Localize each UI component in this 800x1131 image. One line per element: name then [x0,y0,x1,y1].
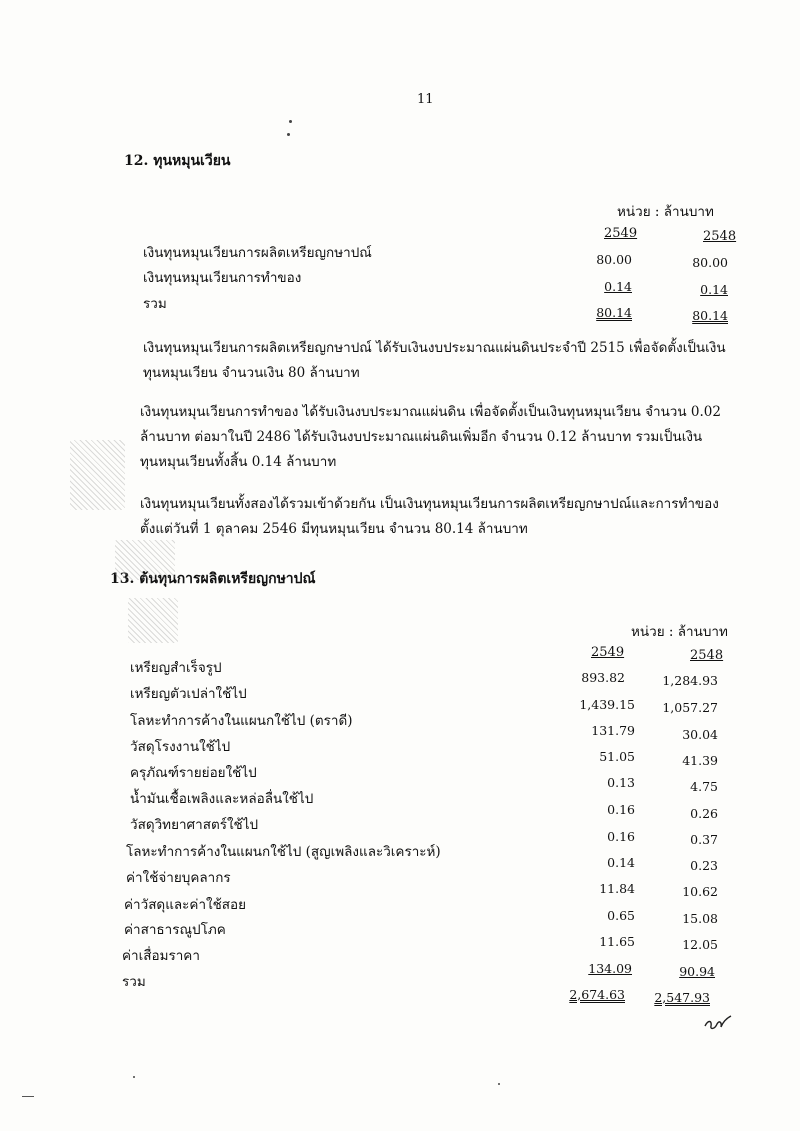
scan-mark [22,1096,34,1097]
s13-year-2548: 2548 [690,648,724,663]
s12-row-label: เงินทุนหมุนเวียนการผลิตเหรียญกษาปณ์ [143,245,372,261]
s12-paragraph-1: เงินทุนหมุนเวียนการผลิตเหรียญกษาปณ์ ได้รับเงินงบประมาณแผ่นดินประจำปี 2515 เพื่อจัดตั้งเป็นเงินทุนหมุนเวียน จำนวนเงิน 80 ล้านบาท [143,340,726,381]
section-13-unit: หน่วย : ล้านบาท [631,624,728,640]
s13-row-value-2548: 41.39 [682,753,718,768]
section-13-heading: 13. ต้นทุนการผลิตเหรียญกษาปณ์ [110,571,316,587]
s13-year-2549: 2549 [591,645,625,660]
s13-row-value-2549: 11.65 [599,934,635,949]
s13-row-label: โลหะทำการค้างในแผนกใช้ไป (สูญเพลิงและวิเคราะห์) [126,844,441,860]
s13-row-label: น้ำมันเชื้อเพลิงและหล่อลื่นใช้ไป [130,791,314,807]
s13-row-value-2548: 0.37 [690,832,718,847]
s13-row-label: โลหะทำการค้างในแผนกใช้ไป (ตราดี) [130,713,353,729]
section-12-unit: หน่วย : ล้านบาท [617,204,714,220]
initials-signature-icon [703,1012,733,1034]
s13-row-value-2549: 0.13 [607,775,635,790]
s13-row-value-2549: 1,439.15 [579,697,635,712]
scan-speck [498,1083,500,1085]
s13-row-value-2548: 30.04 [682,727,718,742]
s13-row-value-2548: 90.94 [679,964,715,979]
s12-total-value-2548: 80.14 [692,308,728,323]
s13-row-value-2548: 10.62 [682,884,718,899]
s13-row-label: ค่าเสื่อมราคา [122,948,200,964]
s13-row-label: วัสดุโรงงานใช้ไป [130,739,231,755]
s13-row-value-2549: 0.16 [607,829,635,844]
s13-total-value-2548: 2,547.93 [654,990,710,1005]
s12-paragraph-3: เงินทุนหมุนเวียนทั้งสองได้รวมเข้าด้วยกัน เป็นเงินทุนหมุนเวียนการผลิตเหรียญกษาปณ์และการทำของ ตั้งแต่วันที่ 1 ตุลาคม 2546 มีทุนหมุนเวียน จำนวน 80.14 ล้านบาท [140,496,719,537]
s12-row-value-2549: 80.00 [596,252,632,267]
s13-row-value-2548: 1,284.93 [662,673,718,688]
s13-row-label: เหรียญตัวเปล่าใช้ไป [130,686,247,702]
s13-row-value-2549: 11.84 [599,881,635,896]
s13-row-label: เหรียญสำเร็จรูป [130,660,222,676]
s13-total-label: รวม [122,974,146,990]
s13-row-value-2548: 4.75 [690,779,718,794]
s13-row-label: ค่าสาธารณูปโภค [124,922,226,938]
s13-row-label: ครุภัณฑ์รายย่อยใช้ไป [130,765,257,781]
s12-row-value-2548: 0.14 [700,282,728,297]
scan-speck [287,133,290,136]
s12-paragraph-2: เงินทุนหมุนเวียนการทำของ ได้รับเงินงบประมาณแผ่นดิน เพื่อจัดตั้งเป็นเงินทุนหมุนเวียน จำนวน 0.02 ล้านบาท ต่อมาในปี 2486 ได้รับเงินงบประมาณแผ่นดินเพิ่มอีก จำนวน 0.12 ล้านบาท รวมเป็นเงินทุนหมุนเวียนทั้งสิ้น 0.14 ล้านบาท [140,404,721,470]
s13-row-value-2549: 893.82 [581,670,625,685]
s13-row-value-2548: 1,057.27 [662,700,718,715]
s13-row-value-2549: 0.16 [607,802,635,817]
s13-row-value-2548: 0.26 [690,806,718,821]
scan-speck [289,120,292,123]
s13-row-value-2548: 12.05 [682,937,718,952]
s13-row-label: วัสดุวิทยาศาสตร์ใช้ไป [130,817,259,833]
s12-row-value-2548: 80.00 [692,255,728,270]
s12-row-value-2549: 0.14 [604,279,632,294]
s13-total-value-2549: 2,674.63 [569,987,625,1002]
scan-noise [115,540,175,580]
scan-noise [128,598,178,643]
s13-row-value-2549: 131.79 [591,723,635,738]
s12-total-label: รวม [143,296,167,312]
s12-year-2548: 2548 [703,229,737,244]
s13-row-value-2549: 0.65 [607,908,635,923]
s13-row-value-2549: 0.14 [607,855,635,870]
s12-row-label: เงินทุนหมุนเวียนการทำของ [143,270,302,286]
s13-row-label: ค่าวัสดุและค่าใช้สอย [124,897,247,913]
scan-noise [70,440,125,510]
s12-total-value-2549: 80.14 [596,305,632,320]
scan-speck [133,1076,135,1078]
page-number: 11 [417,92,434,107]
s13-row-value-2548: 15.08 [682,911,718,926]
section-12-heading: 12. ทุนหมุนเวียน [124,153,231,169]
s12-year-2549: 2549 [604,226,638,241]
s13-row-label: ค่าใช้จ่ายบุคลากร [126,870,231,886]
s13-row-value-2549: 51.05 [599,749,635,764]
s13-row-value-2548: 0.23 [690,858,718,873]
s13-row-value-2549: 134.09 [588,961,632,976]
